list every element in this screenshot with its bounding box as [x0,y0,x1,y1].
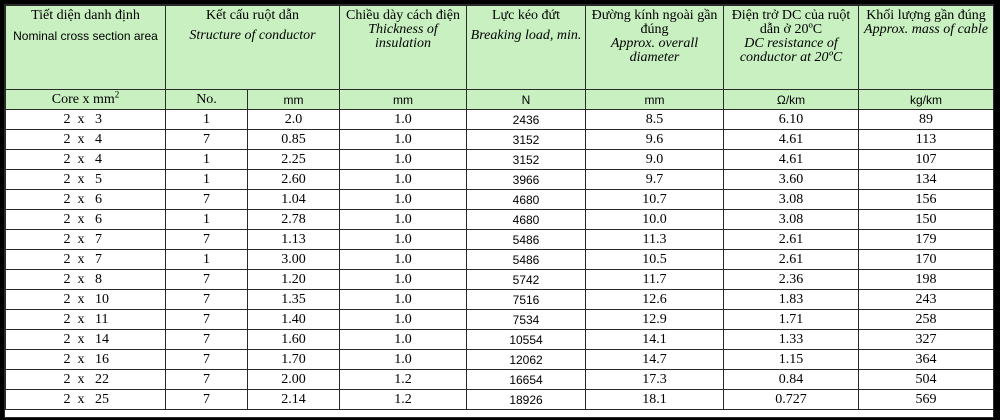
cell-thickness: 1.0 [340,330,467,350]
cell-no: 7 [166,130,248,150]
cell-thickness: 1.2 [340,370,467,390]
cell-breaking-load: 2436 [467,110,586,130]
cell-resistance: 6.10 [724,110,859,130]
table-row [6,330,994,350]
cell-thickness: 1.0 [340,150,467,170]
cell-mass: 504 [859,370,994,390]
cell-conductor-mm: 2.0 [248,110,340,130]
cell-no: 7 [166,190,248,210]
cell-diameter: 10.5 [586,250,724,270]
cell-diameter: 10.0 [586,210,724,230]
cell-no: 7 [166,370,248,390]
cell-breaking-load: 4680 [467,190,586,210]
cell-conductor-mm: 1.40 [248,310,340,330]
cable-spec-table [5,5,994,410]
cell-section: 2 x 10 [6,290,166,310]
cell-mass: 134 [859,170,994,190]
cell-resistance: 1.33 [724,330,859,350]
cell-conductor-mm: 3.00 [248,250,340,270]
table-row [6,130,994,150]
cell-no: 7 [166,290,248,310]
cell-breaking-load: 4680 [467,210,586,230]
cell-diameter: 9.7 [586,170,724,190]
cell-section: 2 x 4 [6,130,166,150]
cell-mass: 170 [859,250,994,270]
cell-resistance: 1.71 [724,310,859,330]
cell-conductor-mm: 2.00 [248,370,340,390]
cell-conductor-mm: 0.85 [248,130,340,150]
cell-thickness: 1.0 [340,190,467,210]
header-resistance: Điện trở DC của ruột dẫn ở 20ºC DC resistance of conductor at 20ºC [724,6,859,90]
table-row [6,150,994,170]
table-row [6,170,994,190]
cell-section: 2 x 3 [6,110,166,130]
cell-diameter: 9.6 [586,130,724,150]
cell-resistance: 1.83 [724,290,859,310]
cell-conductor-mm: 1.20 [248,270,340,290]
spec-table-frame [4,4,994,418]
table-row [6,310,994,330]
unit-thickness-mm: mm [340,90,467,110]
cell-resistance: 1.15 [724,350,859,370]
table-row [6,110,994,130]
cell-conductor-mm: 1.70 [248,350,340,370]
cell-breaking-load: 5486 [467,250,586,270]
cell-diameter: 11.7 [586,270,724,290]
cell-breaking-load: 10554 [467,330,586,350]
cell-resistance: 3.08 [724,210,859,230]
cell-section: 2 x 8 [6,270,166,290]
cell-breaking-load: 3152 [467,130,586,150]
cell-diameter: 12.6 [586,290,724,310]
unit-section: Core x $mm^2$ [6,90,166,110]
cell-mass: 179 [859,230,994,250]
cell-conductor-mm: 1.04 [248,190,340,210]
cell-mass: 243 [859,290,994,310]
cell-conductor-mm: 2.60 [248,170,340,190]
cell-mass: 150 [859,210,994,230]
cell-diameter: 11.3 [586,230,724,250]
cell-breaking-load: 12062 [467,350,586,370]
cell-resistance: 2.61 [724,250,859,270]
cell-mass: 327 [859,330,994,350]
table-row [6,190,994,210]
cell-no: 7 [166,310,248,330]
cell-mass: 156 [859,190,994,210]
unit-resistance: Ω/km [724,90,859,110]
cell-conductor-mm: 2.78 [248,210,340,230]
cell-resistance: 0.727 [724,390,859,410]
cell-breaking-load: 16654 [467,370,586,390]
unit-conductor-mm: mm [248,90,340,110]
cell-mass: 89 [859,110,994,130]
cell-diameter: 10.7 [586,190,724,210]
cell-diameter: 9.0 [586,150,724,170]
cell-thickness: 1.0 [340,250,467,270]
header-structure: Kết cấu ruột dẫn Structure of conductor [166,6,340,90]
cell-breaking-load: 3966 [467,170,586,190]
header-row [6,6,994,90]
cell-conductor-mm: 1.13 [248,230,340,250]
cell-thickness: 1.0 [340,110,467,130]
unit-breaking-n: N [467,90,586,110]
cell-thickness: 1.0 [340,210,467,230]
cell-section: 2 x 5 [6,170,166,190]
cell-conductor-mm: 2.14 [248,390,340,410]
cell-thickness: 1.0 [340,130,467,150]
cell-conductor-mm: 1.35 [248,290,340,310]
cell-diameter: 18.1 [586,390,724,410]
unit-no: No. [166,90,248,110]
cell-breaking-load: 7534 [467,310,586,330]
cell-resistance: 3.60 [724,170,859,190]
cell-section: 2 x 14 [6,330,166,350]
cell-breaking-load: 3152 [467,150,586,170]
unit-diameter-mm: mm [586,90,724,110]
cell-mass: 364 [859,350,994,370]
cell-thickness: 1.0 [340,170,467,190]
cell-mass: 113 [859,130,994,150]
cell-diameter: 12.9 [586,310,724,330]
cell-resistance: 3.08 [724,190,859,210]
units-row [6,90,994,110]
cell-resistance: 2.36 [724,270,859,290]
cell-section: 2 x 4 [6,150,166,170]
data-rows [6,110,994,410]
cell-mass: 198 [859,270,994,290]
table-row [6,230,994,250]
header-section: Tiết diện danh định Nominal cross section area [6,6,166,90]
cell-section: 2 x 6 [6,190,166,210]
cell-diameter: 14.1 [586,330,724,350]
table-row [6,250,994,270]
cell-breaking-load: 7516 [467,290,586,310]
cell-conductor-mm: 2.25 [248,150,340,170]
cell-diameter: 17.3 [586,370,724,390]
header-mass: Khối lượng gần đúng Approx. mass of cable [859,6,994,90]
cell-diameter: 8.5 [586,110,724,130]
cell-thickness: 1.0 [340,270,467,290]
cell-resistance: 2.61 [724,230,859,250]
cell-no: 1 [166,250,248,270]
cell-no: 7 [166,270,248,290]
table-row [6,350,994,370]
cell-section: 2 x 7 [6,250,166,270]
unit-mass: kg/km [859,90,994,110]
cell-section: 2 x 11 [6,310,166,330]
cell-mass: 569 [859,390,994,410]
header-breaking-load: Lực kéo đứt Breaking load, min. [467,6,586,90]
cell-diameter: 14.7 [586,350,724,370]
header-diameter: Đường kính ngoài gần đúng Approx. overall diameter [586,6,724,90]
cell-no: 7 [166,330,248,350]
cell-resistance: 4.61 [724,130,859,150]
table-row [6,270,994,290]
cell-section: 2 x 16 [6,350,166,370]
cell-no: 1 [166,150,248,170]
cell-thickness: 1.0 [340,230,467,250]
cell-breaking-load: 18926 [467,390,586,410]
cell-conductor-mm: 1.60 [248,330,340,350]
cell-no: 1 [166,210,248,230]
cell-no: 1 [166,170,248,190]
table-row [6,390,994,410]
cell-section: 2 x 6 [6,210,166,230]
cell-breaking-load: 5486 [467,230,586,250]
cell-thickness: 1.0 [340,350,467,370]
cell-no: 7 [166,230,248,250]
cell-no: 1 [166,110,248,130]
cell-section: 2 x 25 [6,390,166,410]
cell-resistance: 4.61 [724,150,859,170]
cell-section: 2 x 22 [6,370,166,390]
cell-no: 7 [166,390,248,410]
cell-section: 2 x 7 [6,230,166,250]
cell-breaking-load: 5742 [467,270,586,290]
cell-no: 7 [166,350,248,370]
cell-resistance: 0.84 [724,370,859,390]
cell-thickness: 1.0 [340,310,467,330]
table-row [6,370,994,390]
cell-mass: 107 [859,150,994,170]
table-row [6,210,994,230]
cell-mass: 258 [859,310,994,330]
table-row [6,290,994,310]
cell-thickness: 1.2 [340,390,467,410]
header-thickness: Chiều dày cách điện Thickness of insulation [340,6,467,90]
cell-thickness: 1.0 [340,290,467,310]
